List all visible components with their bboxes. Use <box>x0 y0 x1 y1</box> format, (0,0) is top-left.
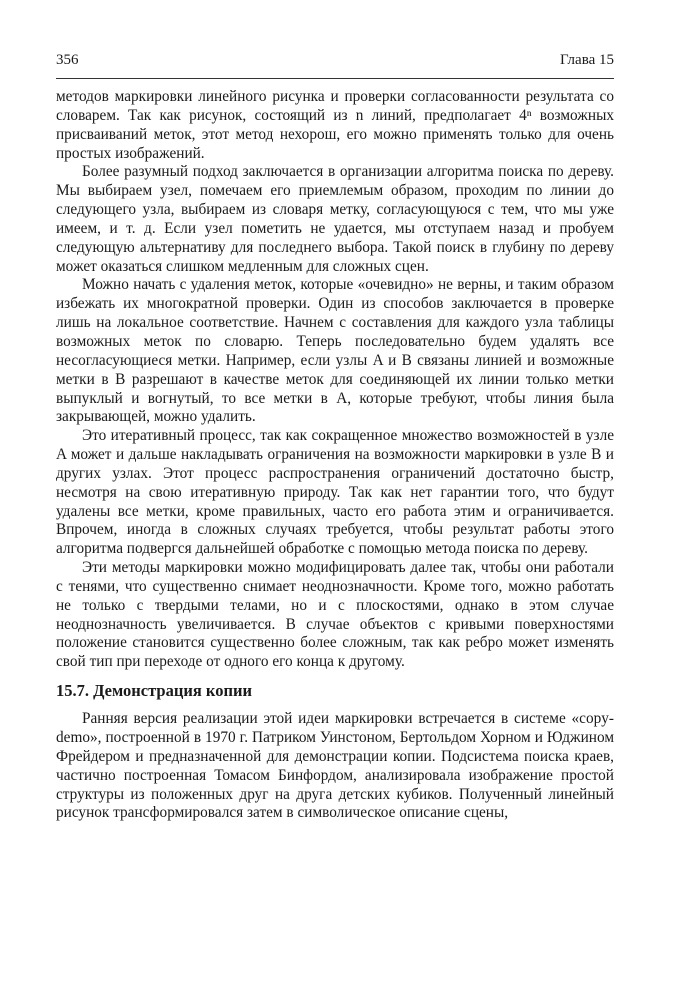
header-rule <box>56 78 614 79</box>
chapter-title: Глава 15 <box>560 52 614 68</box>
running-header <box>56 52 614 72</box>
section-heading: 15.7. Демонстрация копии <box>56 681 252 701</box>
page-number: 356 <box>56 52 79 68</box>
section-paragraph-1: Ранняя версия реализации этой идеи маркировки встречается в системе «copy-demo», построенной в 1970 г. Патриком Уинстоном, Бертольдом Хорном и Юджином Фрейдером и предназначенной для демонстрации копии. Подсистема поиска краев, частично построенная Томасом Бинфордом, анализировала изображение простой структуры из положенных друг на друга детских кубиков. Полученный линейный рисунок трансформировался затем в символическое описание сцены, <box>56 710 614 822</box>
paragraph-2: Более разумный подход заключается в организации алгоритма поиска по дереву. Мы выбираем узел, помечаем его приемлемым образом, проходим по линии до следующего узла, выбираем из словаря метку, согласующуюся с тем, что мы уже имеем, и т. д. Если узел пометить не удается, мы отступаем назад и пробуем следующую альтернативу для последнего выбора. Такой поиск в глубину по дереву может оказаться слишком медленным для сложных сцен. <box>56 163 614 275</box>
paragraph-3: Можно начать с удаления меток, которые «очевидно» не верны, и таким образом избежать их многократной проверки. Один из способов заключается в проверке лишь на локальное соответствие. Начнем с составления для каждого узла таблицы возможных меток по словарю. Теперь последовательно будем удалять все несогласующиеся метки. Например, если узлы A и B связаны линией и возможные метки в B разрешают в качестве меток для соединяющей их линии только метки выпуклый и вогнутый, то все метки в A, которые требуют, чтобы линия была закрывающей, можно удалить. <box>56 276 614 426</box>
paragraph-5: Эти методы маркировки можно модифицировать далее так, чтобы они работали с тенями, что существенно снимает неоднозначности. Кроме того, можно работать не только с твердыми телами, но и с плоскостями, однако в этом случае неоднозначность увеличивается. В случае объектов с кривыми поверхностями положение становится существенно более сложным, так как ребро может изменять свой тип при переходе от одного его конца к другому. <box>56 559 614 671</box>
paragraph-4: Это итеративный процесс, так как сокращенное множество возможностей в узле A может и дальше накладывать ограничения на возможности маркировки в узле B и других узлах. Этот процесс распространения ограничений достаточно быстр, несмотря на свою итеративную природу. Так как нет гарантии того, что будут удалены все метки, кроме правильных, часто его работа этим и ограничивается. Впрочем, иногда в сложных случаях требуется, чтобы результат работы этого алгоритма подвергся дальнейшей обработке с помощью метода поиска по дереву. <box>56 427 614 558</box>
page-body <box>56 88 614 823</box>
paragraph-1: методов маркировки линейного рисунка и проверки согласованности результата со словарем. Так как рисунок, состоящий из n линий, предполагает 4ⁿ возможных присваиваний меток, этот метод нехорош, его можно применять только для очень простых изображений. <box>56 88 614 162</box>
